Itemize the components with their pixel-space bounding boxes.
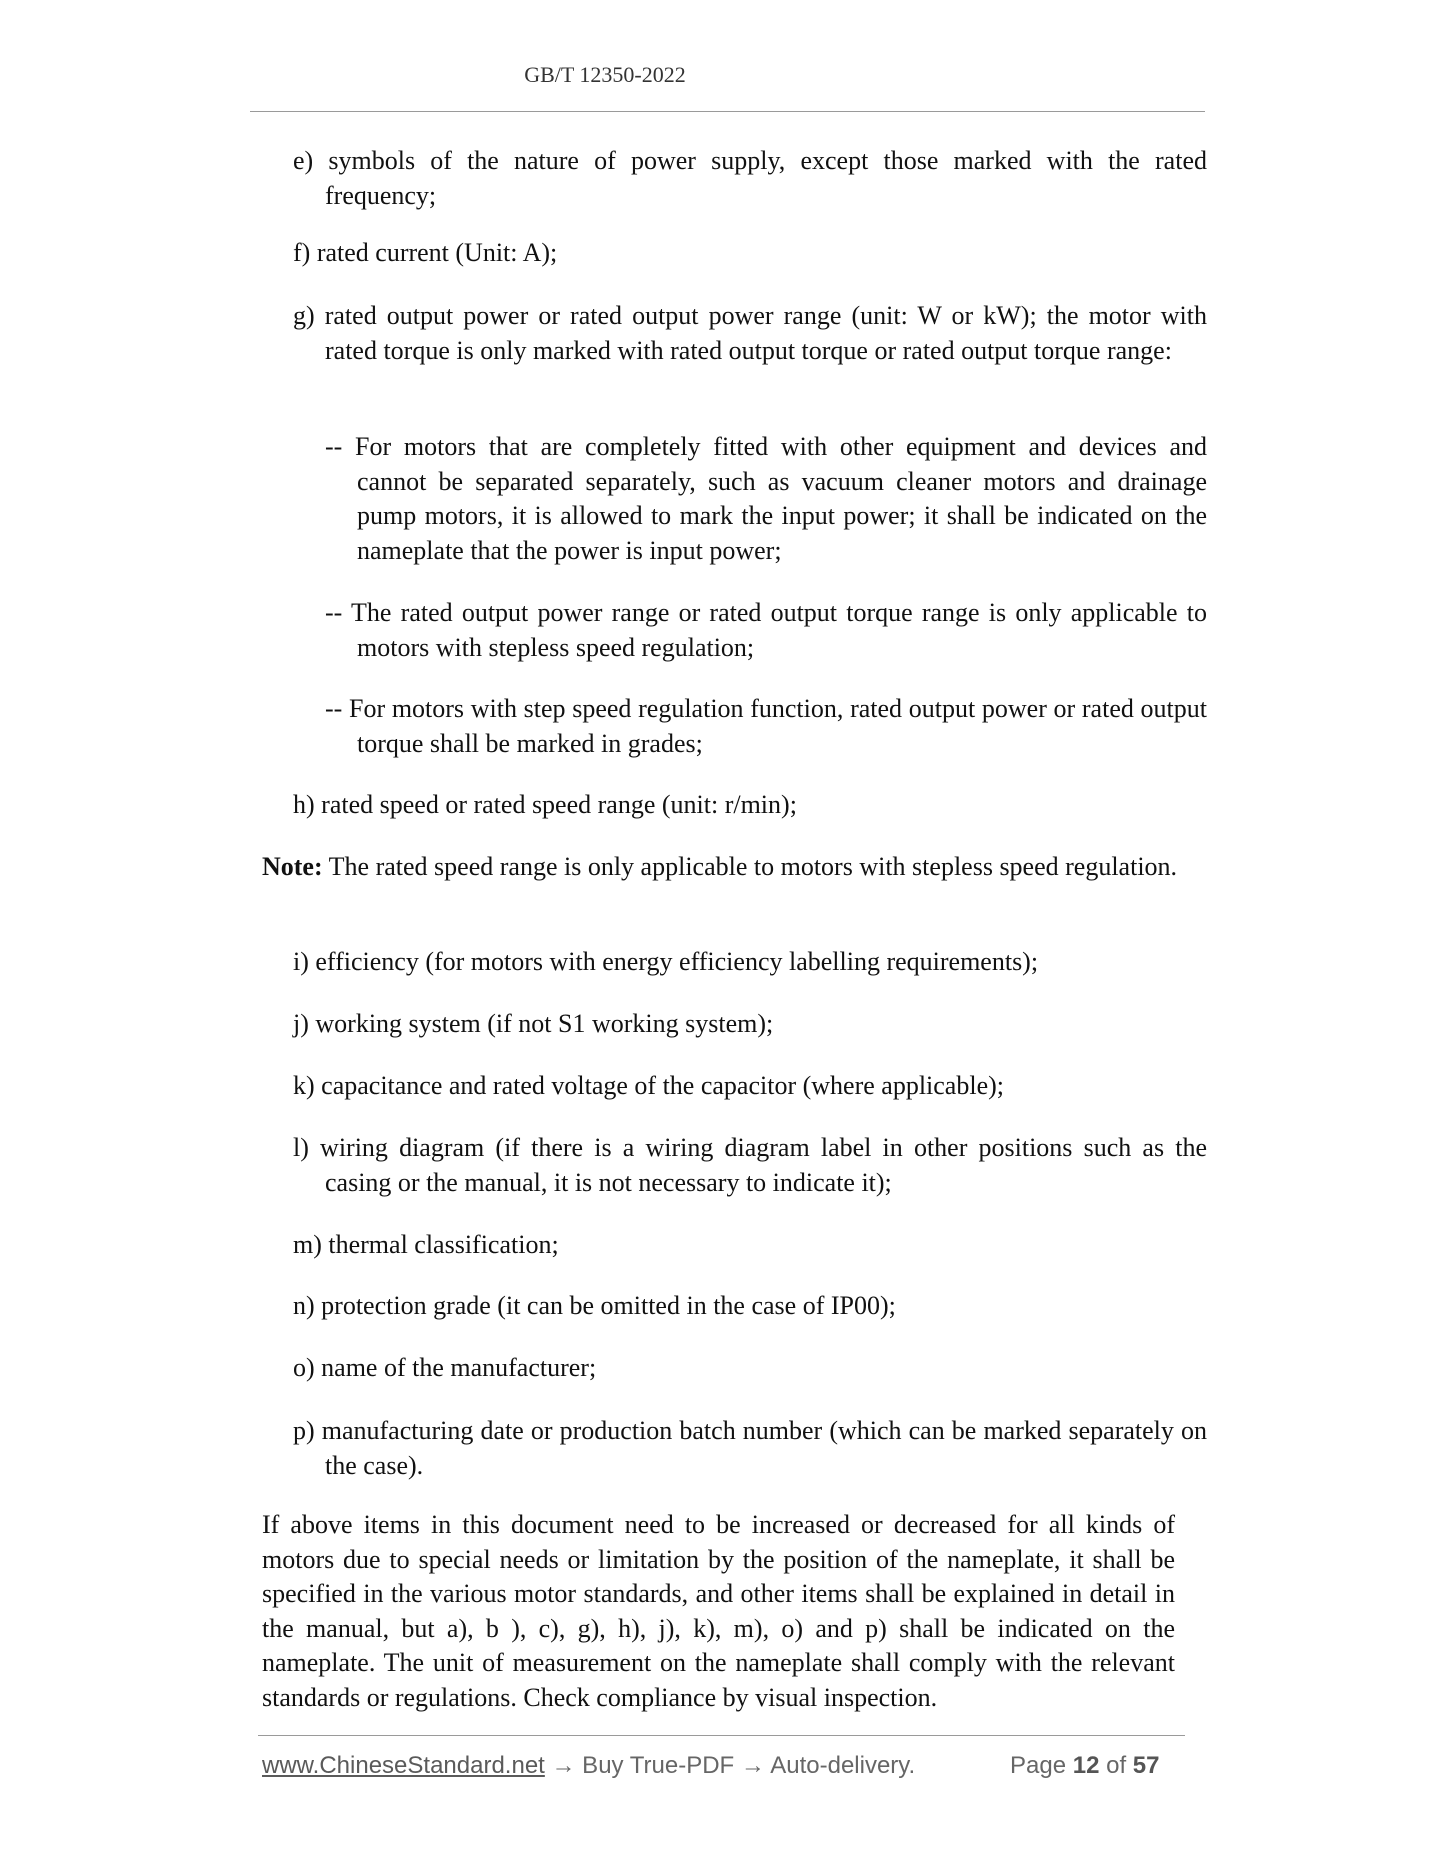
page-of-label: of bbox=[1099, 1752, 1133, 1779]
note-label: Note: bbox=[262, 852, 323, 881]
current-page-number: 12 bbox=[1072, 1752, 1100, 1779]
list-item-n: n) protection grade (it can be omitted in the case of IP00); bbox=[293, 1291, 896, 1320]
list-item-p: p) manufacturing date or production batch number (which can be marked separately on the case). bbox=[293, 1416, 1207, 1480]
page-indicator bbox=[1010, 1752, 1159, 1780]
dash-item-3: -- For motors with step speed regulation function, rated output power or rated output torque shall be marked in grades; bbox=[325, 694, 1207, 758]
footer-divider bbox=[258, 1735, 1185, 1736]
dash-item-1: -- For motors that are completely fitted with other equipment and devices and cannot be separated separately, such as vacuum cleaner motors and drainage pump motors, it is allowed to mark the input power; it shall be indicated on the nameplate that the power is input power; bbox=[325, 432, 1207, 565]
list-item-e: e) symbols of the nature of power supply, except those marked with the rated frequency; bbox=[293, 146, 1207, 210]
list-item-i: i) efficiency (for motors with energy efficiency labelling requirements); bbox=[293, 947, 1039, 976]
note-paragraph bbox=[262, 850, 1238, 885]
dash-item-2: -- The rated output power range or rated output torque range is only applicable to motors with stepless speed regulation; bbox=[325, 598, 1207, 662]
header-divider bbox=[250, 111, 1205, 112]
footer-tagline: → Buy True-PDF → Auto-delivery. bbox=[544, 1752, 916, 1779]
footer-promo bbox=[262, 1752, 915, 1780]
list-item-j: j) working system (if not S1 working system); bbox=[293, 1009, 774, 1038]
document-header-code: GB/T 12350-2022 bbox=[524, 62, 686, 87]
list-item-f: f) rated current (Unit: A); bbox=[293, 238, 558, 267]
list-item-m: m) thermal classification; bbox=[293, 1230, 559, 1259]
list-item-k: k) capacitance and rated voltage of the capacitor (where applicable); bbox=[293, 1071, 1004, 1100]
website-link[interactable]: www.ChineseStandard.net bbox=[262, 1752, 545, 1779]
list-item-g: g) rated output power or rated output power range (unit: W or kW); the motor with rated torque is only marked with rated output torque or rated output torque range: bbox=[293, 301, 1207, 365]
list-item-h: h) rated speed or rated speed range (unit: r/min); bbox=[293, 790, 797, 819]
page-label: Page bbox=[1010, 1752, 1073, 1779]
list-item-l: l) wiring diagram (if there is a wiring diagram label in other positions such as the casing or the manual, it is not necessary to indicate it); bbox=[293, 1133, 1207, 1197]
note-text: The rated speed range is only applicable to motors with stepless speed regulation. bbox=[322, 852, 1178, 881]
list-item-o: o) name of the manufacturer; bbox=[293, 1353, 597, 1382]
total-page-count: 57 bbox=[1132, 1752, 1160, 1779]
closing-paragraph: If above items in this document need to be increased or decreased for all kinds of motors due to special needs or limitation by the position of the nameplate, it shall be specified in the various motor standards, and other items shall be explained in detail in the manual, but a), b ), c), g), h), j), k), m), o) and p) shall be indicated on the nameplate. The unit of measurement on the nameplate shall comply with the relevant standards or regulations. Check compliance by visual inspection. bbox=[262, 1510, 1175, 1712]
